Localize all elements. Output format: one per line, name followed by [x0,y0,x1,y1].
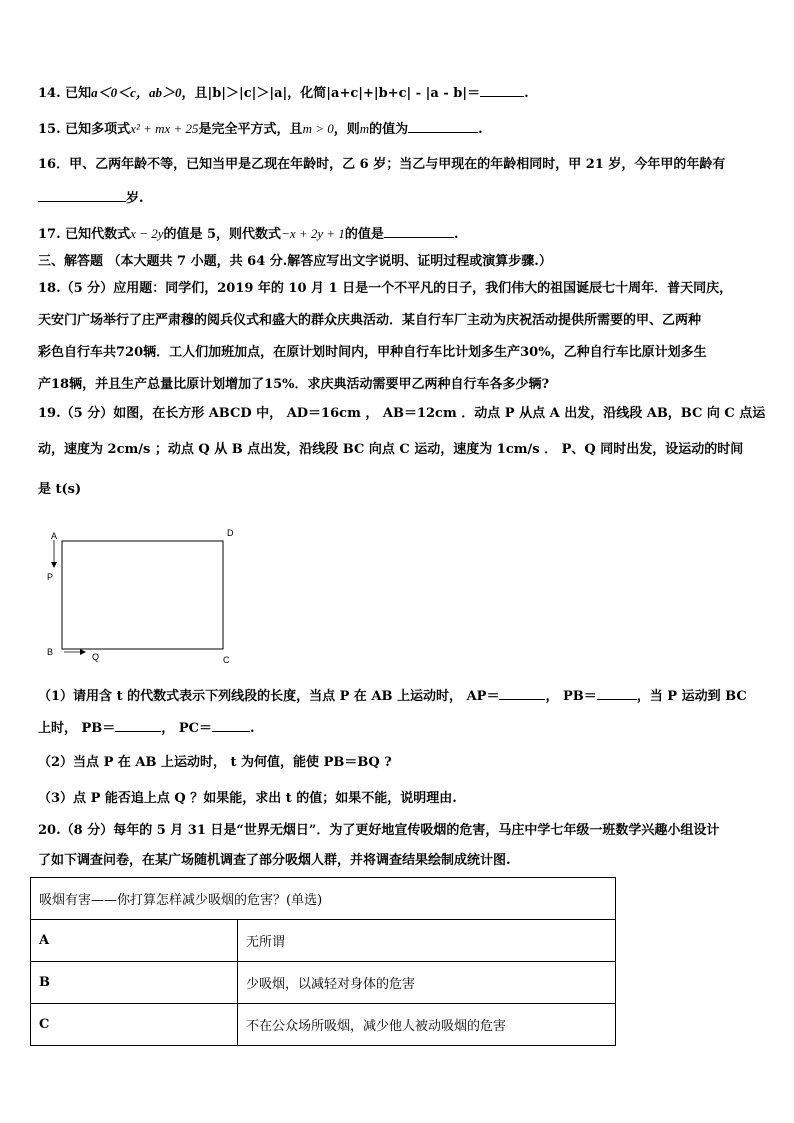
question-20-line1: 20.（8 分）每年的 5 月 31 日是“世界无烟日”．为了更好地宣传吸烟的危害，马庄中学七年级一班数学兴趣小组设计 [38,823,720,838]
question-19-part3: （3）点 P 能否追上点 Q ？如果能，求出 t 的值；如果不能，说明理由. [38,791,457,806]
answer-blank[interactable] [480,82,524,97]
arrow-q-head [80,649,86,655]
label-q: Q [92,652,100,662]
question-17: 17. 已知代数式x − 2y的值是 5，则代数式−x + 2y + 1的值是 . [38,223,458,245]
label-d: D [227,528,234,538]
question-16-cont: 岁. [38,187,144,209]
option-text: 少吸烟，以减轻对身体的危害 [238,962,616,1004]
label-b: B [47,647,54,657]
answer-blank[interactable] [597,685,637,700]
question-19-line1: 19.（5 分）如图，在长方形 ABCD 中， AD＝16cm ， AB＝12cm ．动点 P 从点 A 出发，沿线段 AB，BC 向 C 点运 [38,406,766,421]
question-18-line2: 天安门广场举行了庄严肃穆的阅兵仪式和盛大的群众庆典活动．某自行车厂主动为庆祝活动提供所需要的甲、乙两种 [38,313,702,328]
question-16: 16．甲、乙两年龄不等，已知当甲是乙现在年龄时，乙 6 岁；当乙与甲现在的年龄相同时，甲 21 岁，今年甲的年龄有 [38,157,726,172]
question-19-part2: （2）当点 P 在 AB 上运动时， t 为何值，能使 PB＝BQ ? [38,755,392,770]
question-19-part1-cont: 上时， PB＝ ， PC＝ . [38,717,254,739]
answer-blank[interactable] [499,685,545,700]
option-text: 不在公众场所吸烟，减少他人被动吸烟的危害 [238,1004,616,1046]
question-18-line4: 产18辆，并且生产总量比原计划增加了15%．求庆典活动需要甲乙两种自行车各多少辆? [38,377,550,392]
option-key: C [31,1004,238,1046]
table-row [31,962,616,1004]
table-header: 吸烟有害——你打算怎样减少吸烟的危害？(单选) [31,878,616,920]
question-18-line3: 彩色自行车共720辆．工人们加班加点，在原计划时间内，甲种自行车比计划多生产30%，乙种自行车比原计划多生 [38,345,707,360]
answer-blank[interactable] [408,118,478,133]
rectangle-figure [40,526,240,671]
question-19-line3: 是 t(s) [38,482,82,497]
table-row [31,1004,616,1046]
option-text: 无所谓 [238,920,616,962]
label-a: A [51,531,58,541]
question-19-part1: （1）请用含 t 的代数式表示下列线段的长度，当点 P 在 AB 上运动时， AP＝ ， PB＝ ，当 P 运动到 BC [38,685,747,707]
table-header-row [31,878,616,920]
answer-blank[interactable] [38,187,126,202]
rectangle-abcd [62,541,223,649]
question-19-line2: 动，速度为 2cm/s ；动点 Q 从 B 点出发，沿线段 BC 向点 C 运动，速度为 1cm/s ． P、Q 同时出发，设运动的时间 [38,442,744,457]
answer-blank[interactable] [212,717,250,732]
label-c: C [223,655,230,665]
question-14: 14. 已知a＜0＜c，ab＞0，且|b|＞|c|＞|a|，化简|a+c|+|b+c| - |a - b|＝ . [38,82,529,104]
question-15: 15. 已知多项式x² + mx + 25是完全平方式，且m > 0，则m的值为 . [38,118,483,140]
survey-table [30,877,616,1046]
option-key: A [31,920,238,962]
answer-blank[interactable] [384,223,454,238]
label-p: P [47,572,54,582]
table-row [31,920,616,962]
arrow-p-head [51,562,57,568]
answer-blank[interactable] [115,717,161,732]
question-18-line1: 18.（5 分）应用题：同学们，2019 年的 10 月 1 日是一个不平凡的日子，我们伟大的祖国诞辰七十周年．普天同庆， [38,281,733,296]
question-20-line2: 了如下调查问卷，在某广场随机调查了部分吸烟人群，并将调查结果绘制成统计图. [38,853,511,868]
section-heading: 三、解答题 （本大题共 7 小题，共 64 分.解答应写出文字说明、证明过程或演算步骤.） [38,254,552,269]
option-key: B [31,962,238,1004]
